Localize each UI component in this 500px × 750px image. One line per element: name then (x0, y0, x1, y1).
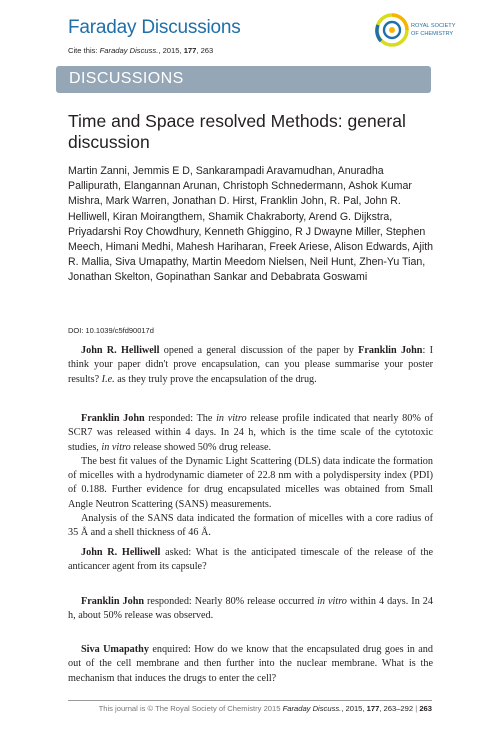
discussion-paragraph (68, 595, 433, 624)
footer-citation: Faraday Discuss., 2015, 177, 263–292 (282, 704, 414, 713)
speaker-name: Siva Umapathy (81, 644, 149, 655)
section-banner (56, 66, 431, 93)
footer-divider (68, 700, 432, 701)
article-title: Time and Space resolved Methods: general discussion (68, 111, 406, 152)
doi[interactable]: DOI: 10.1039/c5fd90017d (68, 326, 154, 335)
paragraph-text: enquired: How do we know that the encapsulated drug goes in and out of the cell membrane and then further into the nuclear membrane. What is the mechanism that induces the drugs to enter the cell? (68, 644, 433, 684)
page-number: 263 (419, 704, 432, 713)
cite-volume: 177 (183, 46, 197, 55)
rsc-logo (374, 11, 456, 49)
discussion-paragraph: The best fit values of the Dynamic Light Scattering (DLS) data indicate the formation of micelles with a hydrodynamic diameter of 22.8 nm with a polydispersity index (PDI) of 0.188. Further evidence for drug encapsulated micelles was obtained from Small Angle Neutron Scattering (SANS) measurements. (68, 455, 433, 510)
paragraph-text: as they truly prove the encapsulation of the drug. (114, 373, 317, 385)
discussion-paragraph (68, 344, 433, 387)
paragraph-text: responded: The (144, 413, 217, 424)
discussion-block-3 (68, 546, 433, 575)
discussion-block-4 (68, 595, 433, 624)
footer-copyright: This journal is © The Royal Society of Chemistry 2015 (98, 704, 281, 713)
italic-term: in vitro (101, 441, 131, 453)
speaker-name: Franklin John (81, 596, 145, 607)
discussion-block-5 (68, 643, 433, 686)
cite-year: , 2015, (158, 46, 184, 55)
discussion-block-2 (68, 412, 433, 541)
footer-separator: | (415, 704, 418, 713)
paragraph-text: : I think your paper didn't prove encapsulation, can you please summarise your poster results? (68, 345, 433, 385)
speaker-name: John R. Helliwell (81, 345, 160, 356)
discussion-paragraph (68, 546, 433, 575)
discussion-paragraph (68, 643, 433, 686)
paragraph-text: within 4 days. In 24 h, about 50% release was observed. (68, 596, 433, 622)
discussion-block-1 (68, 344, 433, 387)
cite-label: Cite this: (68, 46, 98, 55)
discussion-paragraph (68, 412, 433, 455)
referenced-author: Franklin John (358, 345, 423, 356)
section-banner-label: DISCUSSIONS (69, 70, 184, 87)
rsc-logo-icon (377, 15, 407, 45)
rsc-logo-line1: ROYAL SOCIETY (411, 23, 456, 29)
page-footer (68, 704, 432, 713)
italic-term: in vitro (216, 413, 247, 424)
paragraph-text: opened a general discussion of the paper by (159, 345, 359, 356)
cite-line (68, 46, 213, 55)
paragraph-text: release showed 50% drug release. (130, 441, 272, 453)
rsc-logo-line2: OF CHEMISTRY (411, 31, 454, 37)
discussion-paragraph: Analysis of the SANS data indicated the formation of micelles with a core radius of 35 Å and a shell thickness of 46 Å. (68, 513, 433, 539)
author-list: Martin Zanni, Jemmis E D, Sankarampadi Aravamudhan, Anuradha Pallipurath, Elangannan Arunan, Christoph Schnedermann, Ashok Kumar Mishra, Mark Warren, Jonathan D. Hirst, Franklin John, R. Pal, John R. Helliwell, Kiran Moirangthem, Shamik Chakraborty, Arend G. Dijkstra, Priyadarshi Roy Chowdhury, Kenneth Ghiggino, R J Dwayne Miller, Stephen Meech, Himani Medhi, Mahesh Hariharan, Freek Ariese, Alison Edwards, Ajith R. Mallia, Siva Umapathy, Martin Meedom Nielsen, Neil Hunt, Zhen-Yu Tian, Jonathan Skelton, Gopinathan Sankar and Debabrata Goswami (68, 165, 434, 284)
paragraph-text: responded: Nearly 80% release occurred (144, 596, 318, 607)
speaker-name: John R. Helliwell (81, 547, 161, 558)
italic-term: I.e. (101, 373, 115, 385)
paragraph-text: release profile indicated that nearly 80% of SCR7 was released within 4 days. In 24 h, which is the time scale of the cytotoxic studies, (68, 413, 433, 453)
cite-page: , 263 (196, 46, 214, 55)
cite-journal: Faraday Discuss. (99, 46, 159, 55)
journal-title: Faraday Discussions (68, 17, 241, 38)
paragraph-text: asked: What is the anticipated timescale of the release of the anticancer agent from its capsule? (68, 547, 433, 573)
italic-term: in vitro (317, 596, 347, 607)
speaker-name: Franklin John (81, 413, 145, 424)
